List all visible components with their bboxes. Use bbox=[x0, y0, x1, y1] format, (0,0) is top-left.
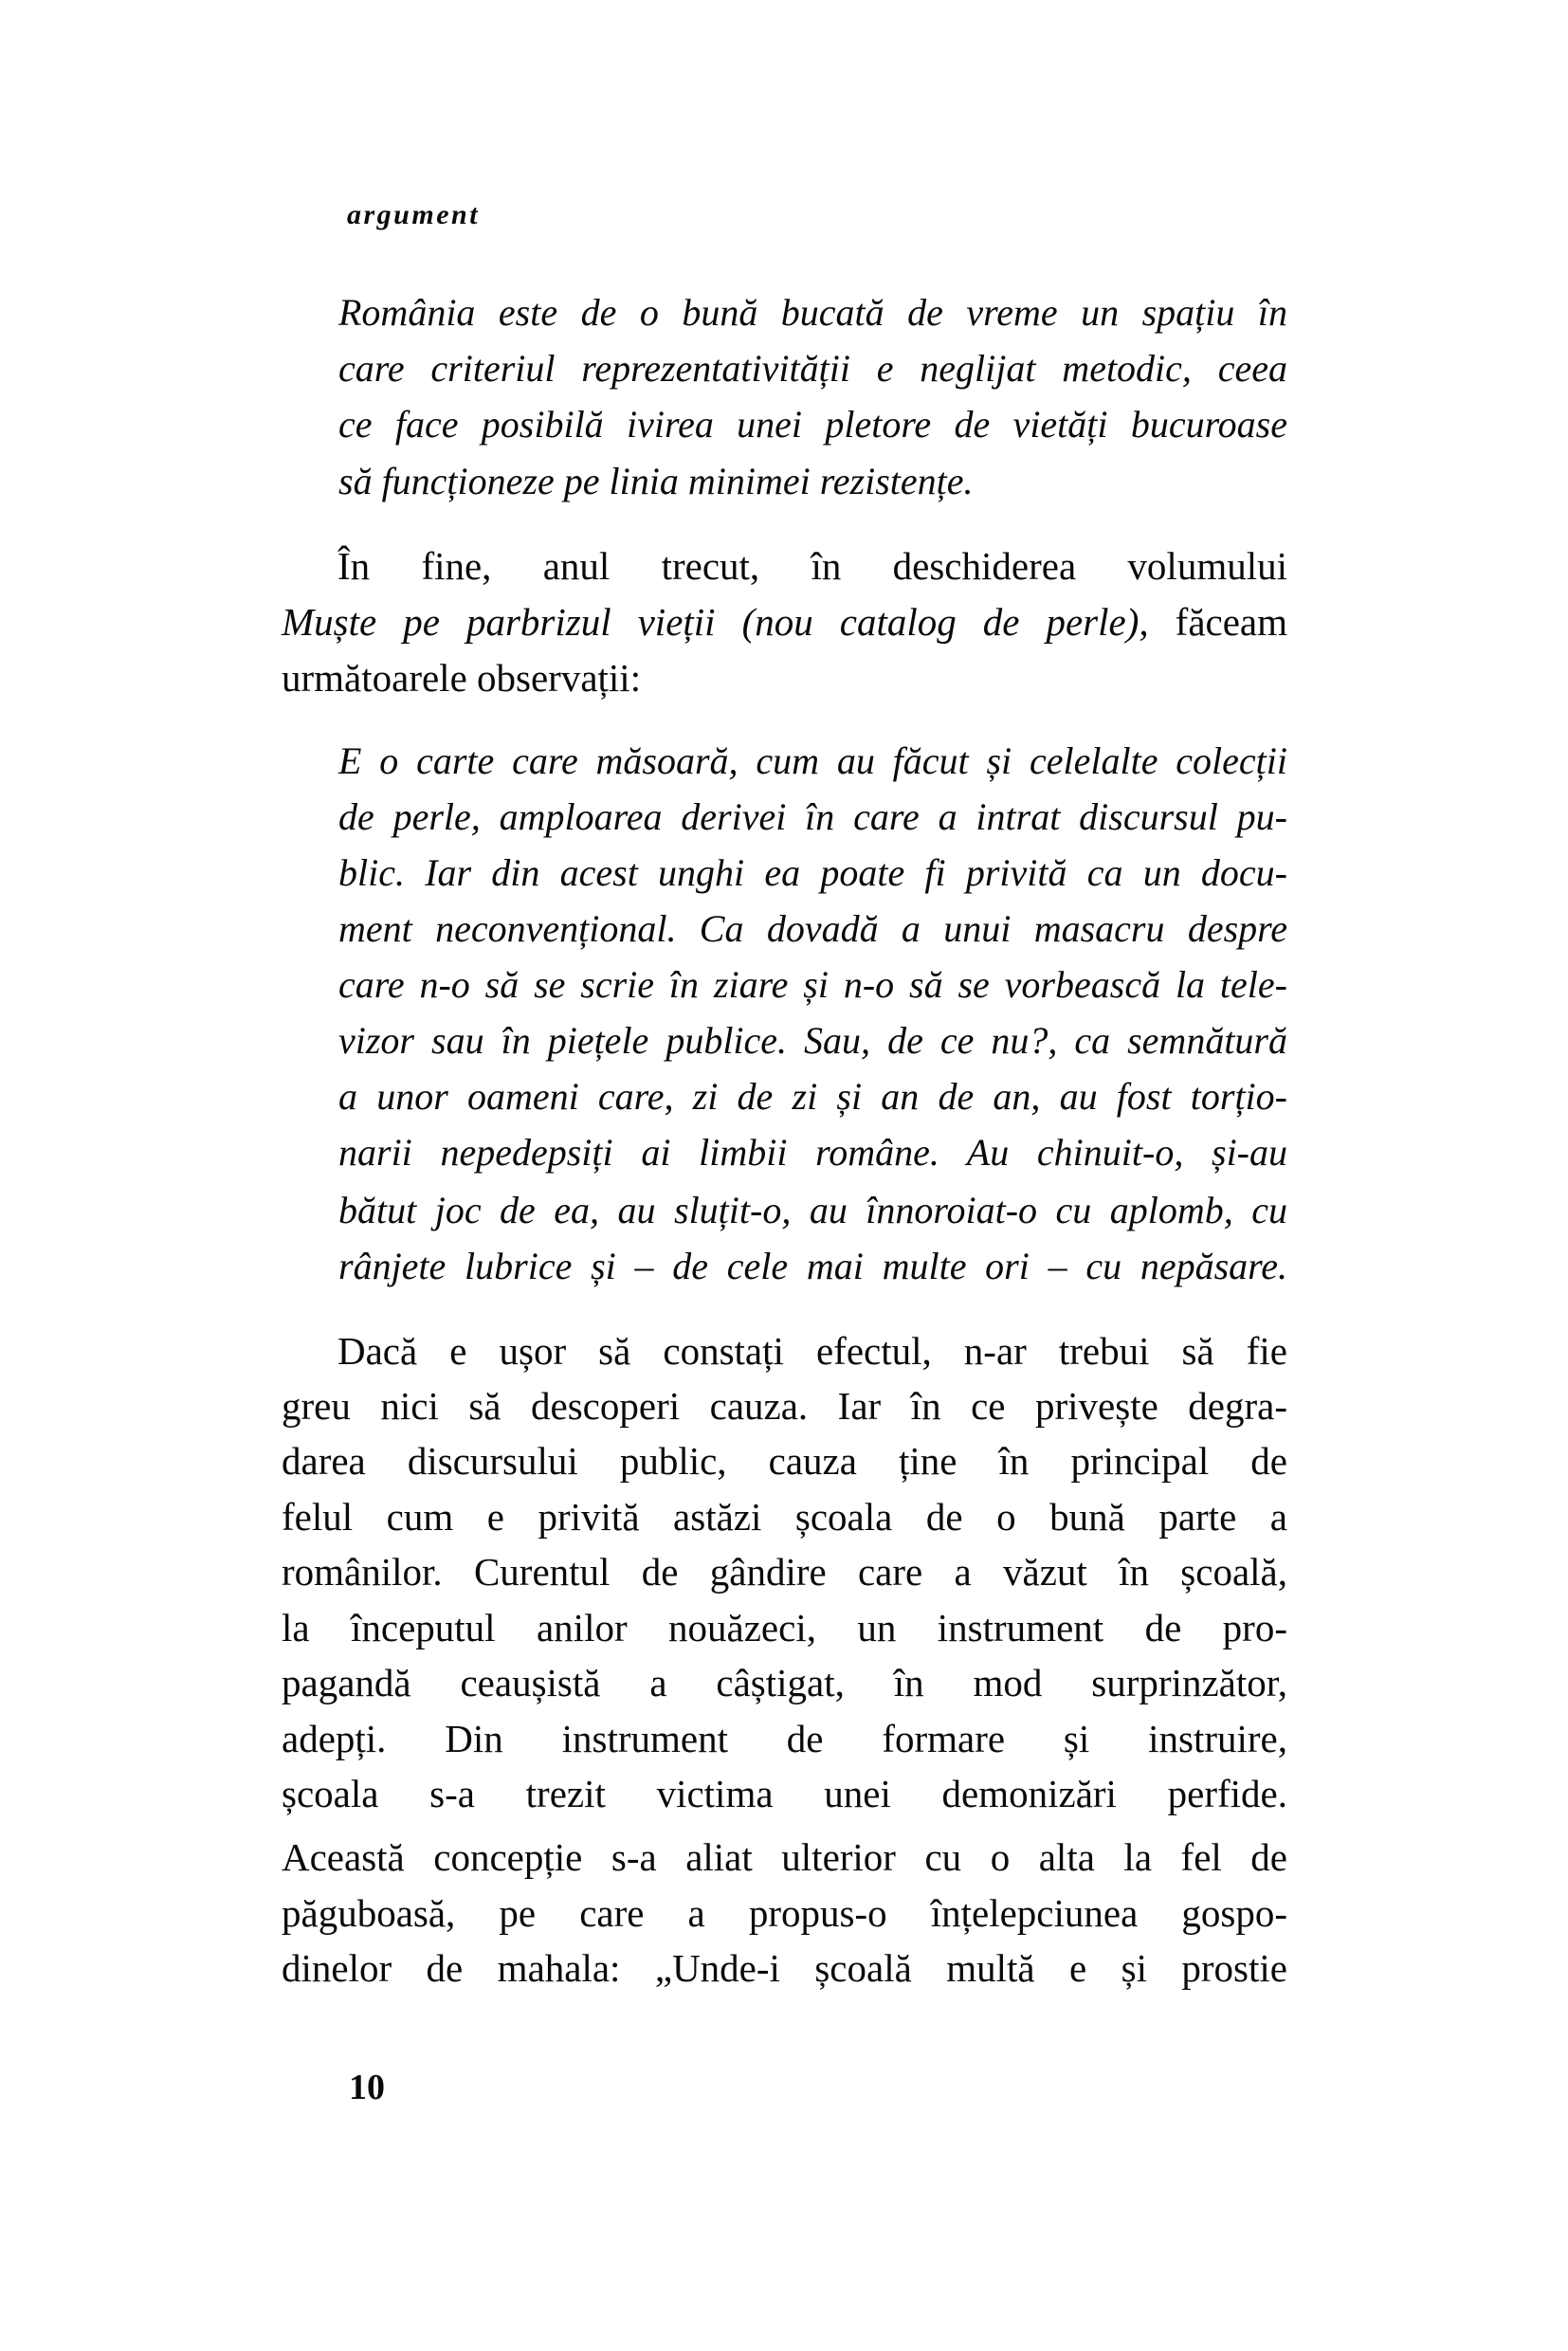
running-head: argument bbox=[347, 199, 481, 230]
paragraph-line: următoarele observații: bbox=[282, 656, 642, 700]
quote-line: narii nepedepsiți ai limbii române. Au chinuit-o, și-au bbox=[338, 1131, 1287, 1174]
quote-line: de perle, amploarea derivei în care a intrat discursul pu- bbox=[338, 795, 1287, 838]
paragraph-line bbox=[282, 594, 1287, 649]
paragraph-line: felul cum e privită astăzi școala de o bună parte a bbox=[282, 1495, 1287, 1539]
paragraph-line: Dacă e ușor să constați efectul, n-ar trebui să fie bbox=[337, 1329, 1287, 1373]
quote-line: care n-o să se scrie în ziare și n-o să se vorbească la tele- bbox=[338, 963, 1287, 1006]
paragraph-text: făceam bbox=[1148, 600, 1287, 644]
paragraph-line: adepți. Din instrument de formare și instruire, bbox=[282, 1717, 1287, 1760]
paragraph-line: dinelor de mahala: „Unde-i școală multă e și prostie bbox=[282, 1946, 1287, 1990]
epigraph-line: care criteriul reprezentativității e neglijat metodic, ceea bbox=[338, 347, 1287, 390]
quote-line: bătut joc de ea, au sluțit-o, au înnoroiat-o cu aplomb, cu bbox=[338, 1189, 1287, 1231]
paragraph-line: păguboasă, pe care a propus-o înțelepciunea gospo- bbox=[282, 1891, 1287, 1935]
quote-line: blic. Iar din acest unghi ea poate fi privită ca un docu- bbox=[338, 851, 1287, 894]
epigraph-line: România este de o bună bucată de vreme un spațiu în bbox=[338, 291, 1287, 334]
paragraph-line: românilor. Curentul de gândire care a văzut în școală, bbox=[282, 1550, 1287, 1594]
quote-line: a unor oameni care, zi de zi și an de an, au fost torțio- bbox=[338, 1075, 1287, 1118]
quote-line: vizor sau în piețele publice. Sau, de ce nu?, ca semnătură bbox=[338, 1019, 1287, 1062]
epigraph-line: să funcționeze pe linia minimei rezistențe. bbox=[338, 460, 974, 502]
quote-line: ment neconvențional. Ca dovadă a unui masacru despre bbox=[338, 907, 1287, 950]
paragraph-line: darea discursului public, cauza ține în principal de bbox=[282, 1439, 1287, 1483]
book-title: Muște pe parbrizul vieții (nou catalog de perle), bbox=[282, 600, 1149, 644]
paragraph-line: În fine, anul trecut, în deschiderea volumului bbox=[337, 544, 1287, 588]
paragraph-line: școala s-a trezit victima unei demonizări perfide. bbox=[282, 1772, 1287, 1815]
paragraph-line: Această concepție s-a aliat ulterior cu o alta la fel de bbox=[282, 1835, 1287, 1879]
quote-line: E o carte care măsoară, cum au făcut și celelalte colecții bbox=[338, 739, 1287, 782]
paragraph-line: pagandă ceaușistă a câștigat, în mod surprinzător, bbox=[282, 1661, 1287, 1704]
epigraph-line: ce face posibilă ivirea unei pletore de vietăți bucuroase bbox=[338, 403, 1287, 446]
quote-line: rânjete lubrice și – de cele mai multe ori – cu nepăsare. bbox=[338, 1245, 1287, 1287]
paragraph-line: greu nici să descoperi cauza. Iar în ce privește degra- bbox=[282, 1384, 1287, 1428]
page-number: 10 bbox=[349, 2068, 385, 2107]
paragraph-line: la începutul anilor nouăzeci, un instrument de pro- bbox=[282, 1606, 1287, 1649]
